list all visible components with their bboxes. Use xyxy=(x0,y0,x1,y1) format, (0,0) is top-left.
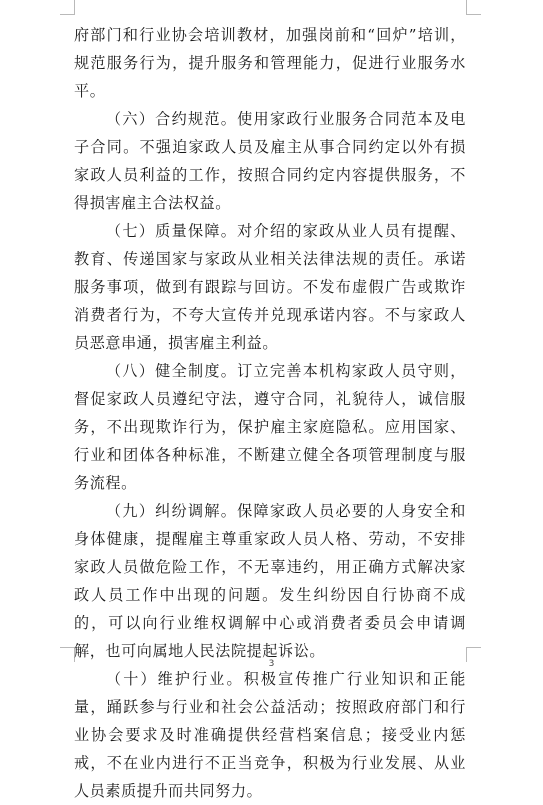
document-body xyxy=(74,21,466,805)
paragraph-training: 府部门和行业协会培训教材，加强岗前和“回炉”培训，规范服务行为，提升服务和管理能力，促进行业服务水平。 xyxy=(74,26,466,100)
page-number: 3 xyxy=(268,659,275,669)
paragraph-industry-maintenance: （十）维护行业。积极宣传推广行业知识和正能量，踊跃参与行业和社会公益活动；按照政府部门和行业协会要求及时准确提供经营档案信息；接受业内惩戒，不在业内进行不正当竞争，积极为行业发展、从业人员素质提升而共同努力。 xyxy=(74,670,466,800)
paragraph-contract-standards: （六）合约规范。使用家政行业服务合同范本及电子合同。不强迫家政人员及雇主从事合同约定以外有损家政人员利益的工作，按照合同约定内容提供服务，不得损害雇主合法权益。 xyxy=(74,110,466,212)
paragraph-quality-assurance: （七）质量保障。对介绍的家政从业人员有提醒、教育、传递国家与家政从业相关法律法规的责任。承诺服务事项，做到有跟踪与回访。不发布虚假广告或欺诈消费者行为，不夸大宣传并兑现承诺内容。不与家政人员恶意串通，损害雇主利益。 xyxy=(74,222,466,352)
paragraph-rules-system: （八）健全制度。订立完善本机构家政人员守则，督促家政人员遵纪守法，遵守合同，礼貌待人，诚信服务，不出现欺诈行为，保护雇主家庭隐私。应用国家、行业和团体各种标准，不断建立健全各项管理制度与服务流程。 xyxy=(74,362,466,492)
top-right-corner-mark xyxy=(466,0,481,15)
paragraph-dispute-mediation: （九）纠纷调解。保障家政人员必要的人身安全和身体健康，提醒雇主尊重家政人员人格、劳动，不安排家政人员做危险工作，不无辜违约，用正确方式解决家政人员工作中出现的问题。发生纠纷因自行协商不成的，可以向行业维权调解中心或消费者委员会申请调解，也可向属地人民法院提起诉讼。 xyxy=(74,502,466,660)
top-left-corner-mark xyxy=(60,0,75,15)
